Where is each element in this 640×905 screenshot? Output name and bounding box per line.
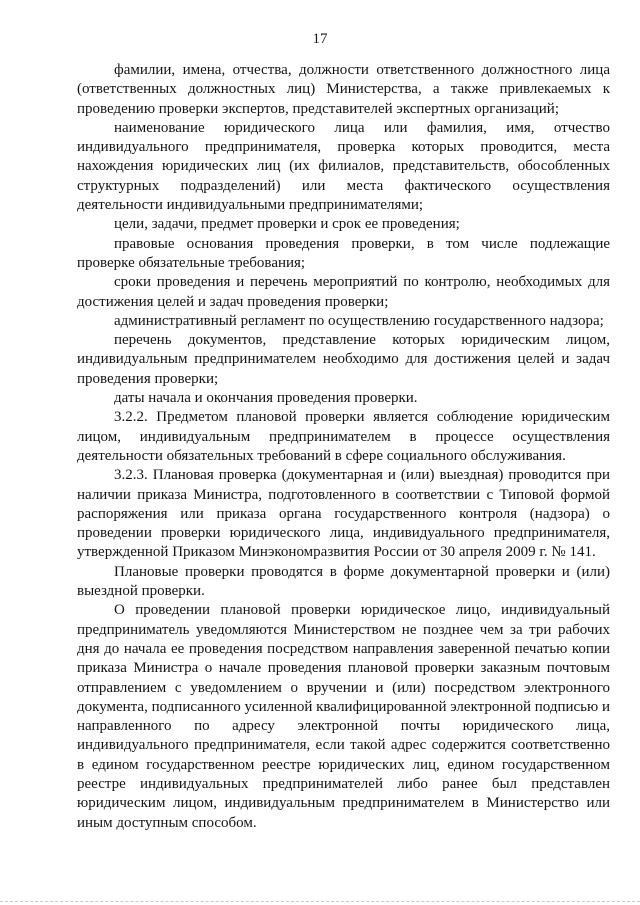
- paragraph-legal-grounds: правовые основания проведения проверки, в том числе подлежащие проверке обязательные требования;: [77, 235, 610, 271]
- paragraph-notification: О проведении плановой проверки юридическое лицо, индивидуальный предприниматель уведомляются Министерством не позднее чем за три рабочих дня до начала ее проведения посредством направления заверенной печатью копии приказа Министра о начале проведения плановой проверки заказным почтовым отправлением с уведомлением о вручении и (или) посредством электронного документа, подписанного усиленной квалифицированной электронной подписью и направленного по адресу электронной почты юридического лица, индивидуального предпринимателя, если такой адрес содержится соответственно в едином государственном реестре юридических лиц, едином государственном реестре индивидуальных предпринимателей либо ранее был представлен юридическим лицом, индивидуальным предпринимателем в Министерство или иным доступным способом.: [77, 602, 610, 831]
- paragraph-3-2-2: 3.2.2. Предметом плановой проверки является соблюдение юридическим лицом, индивидуальным предпринимателем в процессе осуществления деятельности обязательных требований в сфере социального обслуживания.: [77, 409, 610, 464]
- paragraph-entity-name: наименование юридического лица или фамилия, имя, отчество индивидуального предпринимателя, проверка которых проводится, места нахождения юридических лиц (их филиалов, представительств, обособленных структурных подразделений) или места фактического осуществления деятельности индивидуальными предпринимателями;: [77, 119, 610, 214]
- paragraph-dates: даты начала и окончания проведения проверки.: [114, 390, 418, 407]
- paragraph-timeline: сроки проведения и перечень мероприятий по контролю, необходимых для достижения целей и задач проведения проверки;: [77, 274, 610, 310]
- document-body: [77, 61, 610, 833]
- paragraph-documents: перечень документов, представление которых юридическим лицом, индивидуальным предпринимателем необходимо для достижения целей и задач проведения проверки;: [77, 332, 610, 387]
- paragraph-3-2-3: 3.2.3. Плановая проверка (документарная и (или) выездная) проводится при наличии приказа Министра, подготовленного в соответствии с Типовой формой распоряжения или приказа органа государственного контроля (надзора) о проведении проверки юридического лица, индивидуального предпринимателя, утвержденной Приказом Минэкономразвития России от 30 апреля 2009 г. № 141.: [77, 467, 610, 561]
- page-number: 17: [312, 31, 328, 47]
- scan-edge-line: [0, 901, 640, 902]
- paragraph-goals: цели, задачи, предмет проверки и срок ее проведения;: [114, 216, 460, 233]
- paragraph-inspection-forms: Плановые проверки проводятся в форме документарной проверки и (или) выездной проверки.: [77, 563, 610, 600]
- paragraph-officials: фамилии, имена, отчества, должности ответственного должностного лица (ответственных должностных лиц) Министерства, а также привлекаемых к проведению проверки экспертов, представителей экспертных организаций;: [77, 62, 610, 117]
- paragraph-regulation: административный регламент по осуществлению государственного надзора;: [114, 312, 604, 329]
